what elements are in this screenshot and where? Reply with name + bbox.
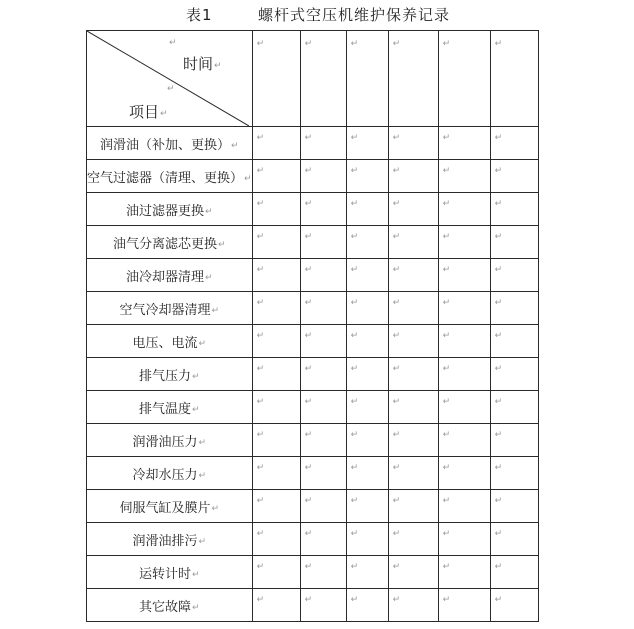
diagonal-header-cell: [87, 31, 253, 127]
return-mark: ↵: [494, 331, 503, 341]
record-cell: [490, 292, 538, 325]
record-cell: [346, 325, 388, 358]
return-mark: ↵: [350, 265, 359, 275]
return-mark: ↵: [192, 371, 200, 382]
record-cell: [300, 556, 346, 589]
table-row: [87, 391, 539, 424]
return-mark: ↵: [256, 496, 265, 506]
return-mark: ↵: [442, 232, 451, 242]
return-mark: ↵: [256, 397, 265, 407]
return-mark: ↵: [494, 496, 503, 506]
record-cell: [490, 160, 538, 193]
record-cell: [300, 358, 346, 391]
return-mark: ↵: [304, 463, 313, 473]
return-mark: ↵: [350, 496, 359, 506]
table-row: [87, 127, 539, 160]
record-cell: [438, 490, 490, 523]
return-mark: ↵: [304, 364, 313, 374]
record-cell: [346, 556, 388, 589]
item-label-cell: [87, 193, 253, 226]
return-mark: ↵: [392, 463, 401, 473]
return-mark: ↵: [392, 562, 401, 572]
return-mark: ↵: [192, 569, 200, 580]
table-row: [87, 259, 539, 292]
record-cell: [388, 556, 438, 589]
record-cell: [346, 127, 388, 160]
item-label: 空气过滤器（清理、更换）: [87, 170, 244, 186]
return-mark: ↵: [304, 430, 313, 440]
return-mark: ↵: [256, 364, 265, 374]
record-cell: [346, 226, 388, 259]
return-mark: ↵: [218, 239, 226, 250]
return-mark: ↵: [442, 298, 451, 308]
record-cell: [388, 391, 438, 424]
record-cell: [300, 523, 346, 556]
return-mark: ↵: [350, 298, 359, 308]
record-cell: [388, 325, 438, 358]
return-mark: ↵: [494, 265, 503, 275]
return-mark: ↵: [494, 595, 503, 605]
return-mark: ↵: [350, 562, 359, 572]
return-mark: ↵: [494, 529, 503, 539]
record-cell: [300, 259, 346, 292]
record-cell: [438, 160, 490, 193]
date-cell: [388, 31, 438, 127]
return-mark: ↵: [198, 470, 207, 481]
record-cell: [438, 391, 490, 424]
record-cell: [252, 226, 300, 259]
table-number: 表1: [186, 6, 213, 24]
return-mark: ↵: [392, 232, 401, 242]
record-cell: [388, 490, 438, 523]
record-cell: [252, 160, 300, 193]
record-cell: [490, 523, 538, 556]
item-label: 润滑油排污: [132, 533, 198, 549]
return-mark: ↵: [494, 199, 503, 209]
return-mark: ↵: [231, 140, 239, 151]
record-cell: [438, 523, 490, 556]
return-mark: ↵: [304, 39, 313, 49]
record-cell: [252, 193, 300, 226]
item-label-cell: [87, 259, 253, 292]
record-cell: [490, 424, 538, 457]
return-mark: ↵: [167, 84, 175, 94]
return-mark: ↵: [442, 133, 451, 143]
table-row: [87, 457, 539, 490]
return-mark: ↵: [304, 265, 313, 275]
item-label: 冷却水压力: [132, 467, 198, 483]
record-cell: [438, 358, 490, 391]
return-mark: ↵: [198, 437, 207, 448]
date-cell: [490, 31, 538, 127]
return-mark: ↵: [256, 529, 265, 539]
return-mark: ↵: [256, 463, 265, 473]
return-mark: ↵: [392, 430, 401, 440]
return-mark: ↵: [494, 39, 503, 49]
item-label-cell: [87, 424, 253, 457]
return-mark: ↵: [211, 503, 220, 514]
table-row: [87, 556, 539, 589]
return-mark: ↵: [442, 166, 451, 176]
return-mark: ↵: [442, 331, 451, 341]
item-label-cell: [87, 391, 253, 424]
return-mark: ↵: [442, 496, 451, 506]
table-row: [87, 358, 539, 391]
record-cell: [300, 226, 346, 259]
record-cell: [346, 292, 388, 325]
return-mark: ↵: [304, 166, 313, 176]
header-time-label: 时间↵: [183, 55, 222, 73]
record-cell: [388, 523, 438, 556]
record-cell: [388, 160, 438, 193]
record-cell: [300, 193, 346, 226]
return-mark: ↵: [442, 463, 451, 473]
record-cell: [388, 127, 438, 160]
return-mark: ↵: [442, 562, 451, 572]
return-mark: ↵: [392, 166, 401, 176]
record-cell: [346, 160, 388, 193]
record-cell: [438, 292, 490, 325]
record-cell: [300, 127, 346, 160]
record-cell: [388, 292, 438, 325]
return-mark: ↵: [256, 232, 265, 242]
record-cell: [252, 523, 300, 556]
return-mark: ↵: [392, 39, 401, 49]
return-mark: ↵: [169, 38, 177, 48]
return-mark: ↵: [494, 397, 503, 407]
record-cell: [438, 325, 490, 358]
return-mark: ↵: [392, 298, 401, 308]
return-mark: ↵: [256, 298, 265, 308]
return-mark: ↵: [442, 430, 451, 440]
item-label-cell: [87, 325, 253, 358]
item-label-cell: [87, 589, 253, 622]
return-mark: ↵: [442, 39, 451, 49]
record-cell: [346, 523, 388, 556]
return-mark: ↵: [350, 39, 359, 49]
item-label-cell: [87, 292, 253, 325]
item-label-cell: [87, 490, 253, 523]
record-cell: [300, 292, 346, 325]
record-cell: [388, 424, 438, 457]
return-mark: ↵: [494, 463, 503, 473]
record-cell: [252, 490, 300, 523]
return-mark: ↵: [350, 364, 359, 374]
return-mark: ↵: [350, 430, 359, 440]
record-cell: [490, 226, 538, 259]
record-cell: [252, 259, 300, 292]
item-label-cell: [87, 556, 253, 589]
return-mark: ↵: [392, 133, 401, 143]
record-cell: [388, 457, 438, 490]
return-mark: ↵: [198, 536, 207, 547]
item-label: 油气分离滤芯更换: [113, 236, 218, 252]
return-mark: ↵: [442, 199, 451, 209]
return-mark: ↵: [211, 305, 220, 316]
record-cell: [438, 457, 490, 490]
record-cell: [388, 589, 438, 622]
table-row: [87, 193, 539, 226]
record-cell: [346, 589, 388, 622]
return-mark: ↵: [350, 595, 359, 605]
return-mark: ↵: [256, 331, 265, 341]
table-row: [87, 325, 539, 358]
record-cell: [490, 259, 538, 292]
item-label-cell: [87, 127, 253, 160]
return-mark: ↵: [304, 496, 313, 506]
record-cell: [252, 391, 300, 424]
return-mark: ↵: [160, 109, 168, 119]
record-cell: [438, 193, 490, 226]
return-mark: ↵: [192, 602, 200, 613]
return-mark: ↵: [392, 595, 401, 605]
item-label: 排气温度: [139, 401, 192, 417]
record-cell: [490, 127, 538, 160]
return-mark: ↵: [494, 166, 503, 176]
return-mark: ↵: [256, 595, 265, 605]
return-mark: ↵: [304, 232, 313, 242]
item-label-cell: [87, 457, 253, 490]
return-mark: ↵: [392, 496, 401, 506]
record-cell: [490, 490, 538, 523]
header-item-label: 项目↵: [129, 103, 168, 121]
return-mark: ↵: [304, 331, 313, 341]
record-cell: [438, 589, 490, 622]
return-mark: ↵: [350, 133, 359, 143]
return-mark: ↵: [442, 364, 451, 374]
return-mark: ↵: [256, 166, 265, 176]
record-cell: [252, 556, 300, 589]
record-cell: [438, 424, 490, 457]
record-cell: [490, 589, 538, 622]
table-title: [0, 4, 634, 24]
table-row: [87, 292, 539, 325]
record-cell: [300, 391, 346, 424]
return-mark: ↵: [304, 298, 313, 308]
record-cell: [346, 391, 388, 424]
table-title-text: 螺杆式空压机维护保养记录: [258, 6, 451, 24]
record-cell: [252, 589, 300, 622]
table-row: [87, 523, 539, 556]
return-mark: ↵: [392, 397, 401, 407]
record-cell: [252, 424, 300, 457]
return-mark: ↵: [304, 595, 313, 605]
table-row: [87, 424, 539, 457]
record-cell: [388, 193, 438, 226]
return-mark: ↵: [256, 265, 265, 275]
return-mark: ↵: [442, 529, 451, 539]
record-cell: [346, 193, 388, 226]
record-cell: [252, 457, 300, 490]
return-mark: ↵: [304, 199, 313, 209]
return-mark: ↵: [494, 298, 503, 308]
record-cell: [300, 424, 346, 457]
return-mark: ↵: [205, 272, 213, 283]
return-mark: ↵: [214, 61, 222, 71]
return-mark: ↵: [494, 232, 503, 242]
return-mark: ↵: [304, 133, 313, 143]
return-mark: ↵: [256, 199, 265, 209]
table-row: [87, 160, 539, 193]
record-cell: [490, 193, 538, 226]
record-cell: [252, 325, 300, 358]
record-cell: [252, 292, 300, 325]
header-row: [87, 31, 539, 127]
record-cell: [490, 457, 538, 490]
record-cell: [346, 424, 388, 457]
date-cell: [438, 31, 490, 127]
return-mark: ↵: [304, 562, 313, 572]
return-mark: ↵: [350, 529, 359, 539]
date-cell: [346, 31, 388, 127]
item-label: 排气压力: [139, 368, 192, 384]
item-label: 其它故障: [139, 599, 192, 615]
record-cell: [300, 457, 346, 490]
diagonal-line: [87, 31, 249, 126]
record-cell: [490, 391, 538, 424]
record-cell: [438, 556, 490, 589]
return-mark: ↵: [256, 133, 265, 143]
return-mark: ↵: [350, 166, 359, 176]
record-cell: [388, 226, 438, 259]
item-label: 电压、电流: [132, 335, 198, 351]
record-cell: [346, 259, 388, 292]
return-mark: ↵: [392, 529, 401, 539]
return-mark: ↵: [256, 39, 265, 49]
return-mark: ↵: [304, 397, 313, 407]
maintenance-record-table: [86, 30, 539, 622]
return-mark: ↵: [304, 529, 313, 539]
record-cell: [490, 556, 538, 589]
return-mark: ↵: [198, 338, 207, 349]
return-mark: ↵: [350, 199, 359, 209]
item-label-cell: [87, 226, 253, 259]
record-cell: [438, 259, 490, 292]
return-mark: ↵: [205, 206, 213, 217]
record-cell: [252, 358, 300, 391]
item-label: 伺服气缸及膜片: [119, 500, 211, 516]
return-mark: ↵: [350, 463, 359, 473]
record-cell: [388, 358, 438, 391]
return-mark: ↵: [442, 397, 451, 407]
return-mark: ↵: [494, 562, 503, 572]
record-cell: [346, 358, 388, 391]
table-row: [87, 226, 539, 259]
return-mark: ↵: [256, 562, 265, 572]
return-mark: ↵: [392, 364, 401, 374]
record-cell: [346, 490, 388, 523]
record-cell: [346, 457, 388, 490]
item-label: 油过滤器更换: [126, 203, 205, 219]
table-body: [87, 31, 539, 622]
record-cell: [300, 325, 346, 358]
return-mark: ↵: [392, 331, 401, 341]
record-cell: [388, 259, 438, 292]
record-cell: [300, 160, 346, 193]
table-row: [87, 490, 539, 523]
date-cell: [252, 31, 300, 127]
return-mark: ↵: [494, 430, 503, 440]
item-label-cell: [87, 358, 253, 391]
return-mark: ↵: [350, 397, 359, 407]
return-mark: ↵: [494, 364, 503, 374]
date-cell: [300, 31, 346, 127]
record-cell: [438, 226, 490, 259]
item-label-cell: [87, 523, 253, 556]
return-mark: ↵: [442, 595, 451, 605]
record-cell: [300, 490, 346, 523]
return-mark: ↵: [192, 404, 200, 415]
return-mark: ↵: [442, 265, 451, 275]
item-label: 油冷却器清理: [126, 269, 205, 285]
return-mark: ↵: [392, 199, 401, 209]
return-mark: ↵: [256, 430, 265, 440]
record-cell: [252, 127, 300, 160]
return-mark: ↵: [392, 265, 401, 275]
record-cell: [490, 358, 538, 391]
record-cell: [490, 325, 538, 358]
table-row: [87, 589, 539, 622]
item-label: 润滑油压力: [132, 434, 198, 450]
return-mark: ↵: [350, 331, 359, 341]
item-label: 运转计时: [139, 566, 192, 582]
return-mark: ↵: [494, 133, 503, 143]
record-cell: [438, 127, 490, 160]
item-label: 空气冷却器清理: [119, 302, 211, 318]
return-mark: ↵: [350, 232, 359, 242]
return-mark: ↵: [244, 173, 252, 184]
item-label-cell: [87, 160, 253, 193]
item-label: 润滑油（补加、更换）: [100, 137, 231, 153]
record-cell: [300, 589, 346, 622]
